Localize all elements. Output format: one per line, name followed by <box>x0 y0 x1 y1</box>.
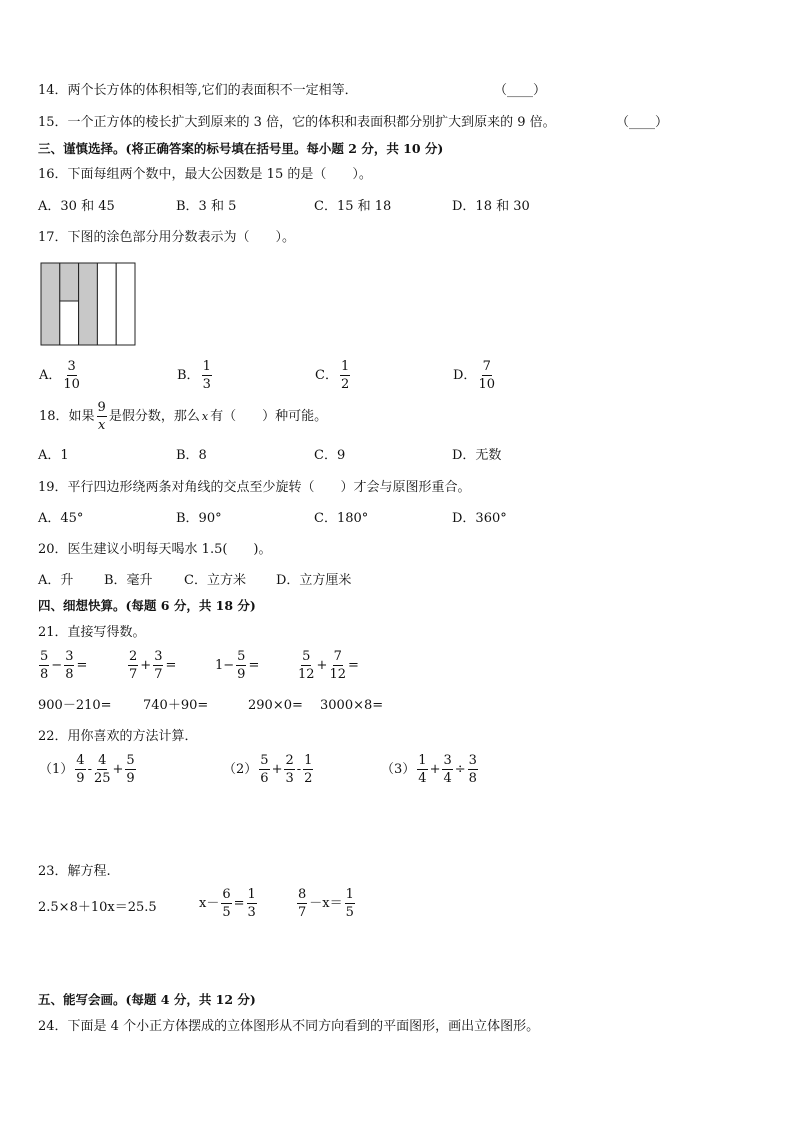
q21-row2-item-4: 3000×8= <box>320 698 384 713</box>
q18-option-d[interactable]: D．无数 <box>452 448 502 463</box>
q18-option-c[interactable]: C．9 <box>314 448 346 463</box>
q21-row2-item-2: 740＋90= <box>143 698 209 713</box>
q23-equation-2: x－ $\frac{6}{5}$ = $\frac{1}{3}$ <box>199 887 256 920</box>
q23-equation-3: $\frac{8}{7}$ －x＝ $\frac{1}{5}$ <box>298 887 354 920</box>
q22-text: 22．用你喜欢的方法计算． <box>38 729 198 744</box>
fraction: $\frac{9}{x}$ <box>97 400 106 433</box>
fraction: $\frac{7}{10}$ <box>478 359 495 392</box>
q20-text: 20．医生建议小明每天喝水 1.5( )。 <box>38 542 272 557</box>
figure-col-2-top <box>60 263 79 301</box>
q20-option-d[interactable]: D．立方厘米 <box>276 573 352 588</box>
q17-option-a[interactable]: A． $\frac{3}{10}$ <box>39 359 80 392</box>
q17-text: 17．下图的涂色部分用分数表示为（ ）。 <box>38 230 296 245</box>
q23-equation-1: 2.5×8＋10x＝25.5 <box>38 900 157 915</box>
q22-problem-3: （3） $\frac{1}{4}$ + $\frac{3}{4}$ ÷ $\frac{3}{8}$ <box>381 753 477 786</box>
fraction: $\frac{1}{3}$ <box>202 359 211 392</box>
q21-expr-3: 1− $\frac{5}{9}$ = <box>215 649 260 682</box>
q16-option-b[interactable]: B．3 和 5 <box>176 199 237 214</box>
q20-option-a[interactable]: A．升 <box>38 573 74 588</box>
q21-text: 21．直接写得数。 <box>38 625 146 640</box>
q15-answer-blank[interactable]: （____） <box>616 115 669 130</box>
q21-expr-4: $\frac{5}{12}$ + $\frac{7}{12}$ = <box>298 649 359 682</box>
q23-text: 23．解方程. <box>38 864 111 879</box>
q15-text: 15．一个正方体的棱长扩大到原来的 3 倍，它的体积和表面积都分别扩大到原来的 9 倍。 <box>38 115 556 130</box>
q18-option-a[interactable]: A．1 <box>38 448 69 463</box>
q20-option-b[interactable]: B．毫升 <box>104 573 153 588</box>
section-4-heading: 四、细想快算。(每题 6 分，共 18 分) <box>38 598 256 613</box>
q16-option-d[interactable]: D．18 和 30 <box>452 199 530 214</box>
q18-option-b[interactable]: B．8 <box>176 448 207 463</box>
figure-col-3 <box>79 263 98 345</box>
q19-option-c[interactable]: C．180° <box>314 511 369 526</box>
q17-option-d[interactable]: D． $\frac{7}{10}$ <box>453 359 495 392</box>
q19-text: 19．平行四边形绕两条对角线的交点至少旋转（ ）才会与原图形重合。 <box>38 480 471 495</box>
q21-expr-1: $\frac{5}{8}$ − $\frac{3}{8}$ = <box>40 649 88 682</box>
section-3-heading: 三、谨慎选择。(将正确答案的标号填在括号里。每小题 2 分，共 10 分) <box>38 141 444 156</box>
q22-problem-2: （2） $\frac{5}{6}$ + $\frac{2}{3}$ - $\frac{1}{2}$ <box>223 753 313 786</box>
q19-option-d[interactable]: D．360° <box>452 511 507 526</box>
q22-problem-1: （1） $\frac{4}{9}$ - $\frac{4}{25}$ + $\frac{5}{9}$ <box>39 753 135 786</box>
q19-option-b[interactable]: B．90° <box>176 511 222 526</box>
q17-option-c[interactable]: C． $\frac{1}{2}$ <box>315 359 350 392</box>
figure-col-5 <box>116 263 135 345</box>
figure-col-2-bottom <box>60 301 79 345</box>
q21-expr-2: $\frac{2}{7}$ + $\frac{3}{7}$ = <box>129 649 177 682</box>
fraction: $\frac{1}{2}$ <box>340 359 350 392</box>
q16-text: 16．下面每组两个数中，最大公因数是 15 的是（ ）。 <box>38 167 372 182</box>
q21-row2-item-3: 290×0= <box>248 698 303 713</box>
fraction: $\frac{3}{10}$ <box>63 359 80 392</box>
q20-option-c[interactable]: C．立方米 <box>184 573 246 588</box>
q17-shaded-figure <box>40 262 138 347</box>
q14-text: 14．两个长方体的体积相等,它们的表面积不一定相等． <box>38 83 358 98</box>
q19-option-a[interactable]: A．45° <box>38 511 84 526</box>
q14-answer-blank[interactable]: （____） <box>494 83 547 98</box>
q18-text: 18．如果 $\frac{9}{x}$ 是假分数，那么 x 有（ ）种可能。 <box>39 400 328 433</box>
section-5-heading: 五、能写会画。(每题 4 分，共 12 分) <box>38 992 256 1007</box>
figure-col-1 <box>41 263 60 345</box>
q17-option-b[interactable]: B． $\frac{1}{3}$ <box>177 359 211 392</box>
q21-row2-item-1: 900－210= <box>38 698 112 713</box>
q16-option-a[interactable]: A．30 和 45 <box>38 199 115 214</box>
q24-text: 24．下面是 4 个小正方体摆成的立体图形从不同方向看到的平面图形，画出立体图形。 <box>38 1019 540 1034</box>
q16-option-c[interactable]: C．15 和 18 <box>314 199 392 214</box>
figure-col-4 <box>97 263 116 345</box>
